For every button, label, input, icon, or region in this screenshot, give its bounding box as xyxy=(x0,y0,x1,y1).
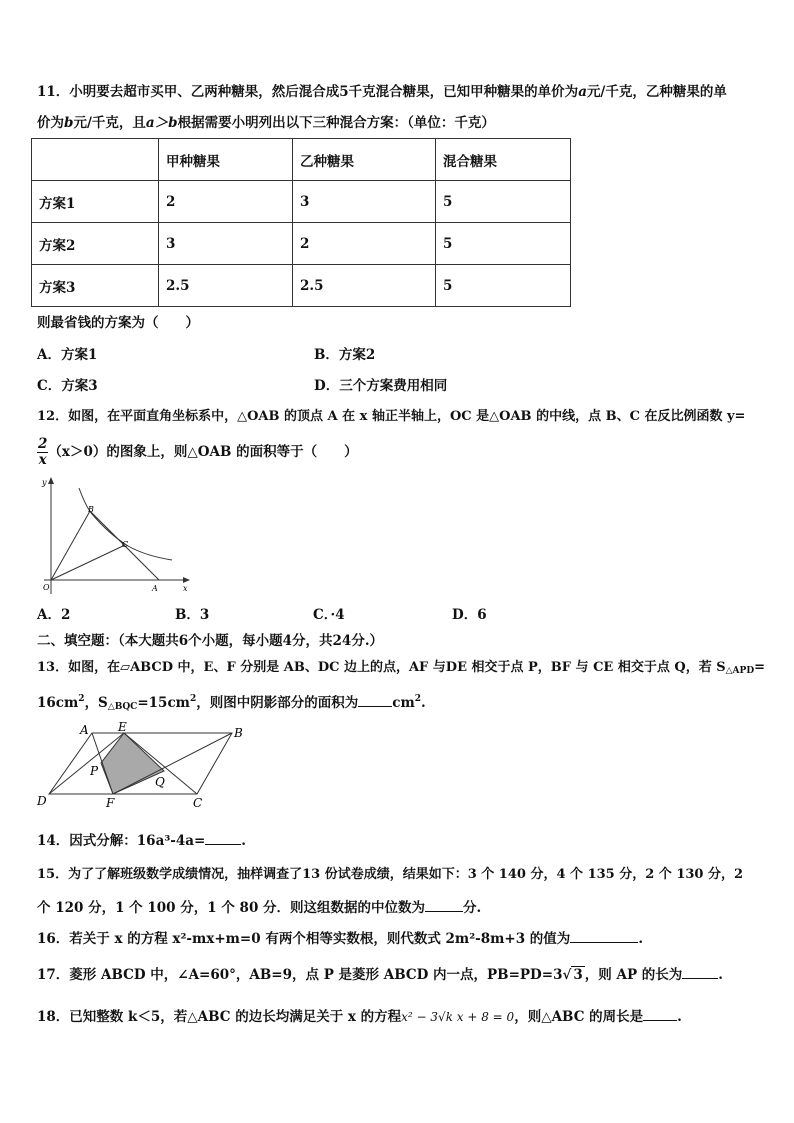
q12-fraction xyxy=(37,437,48,468)
segment-ob xyxy=(51,511,90,580)
q12-option-d: D．6 xyxy=(452,607,487,623)
table-cell: 3 xyxy=(159,223,293,265)
label-o: O xyxy=(43,583,50,592)
label-e: E xyxy=(118,720,127,734)
q13-answer-blank[interactable] xyxy=(358,692,392,707)
section-2-heading: 二、填空题：（本大题共6个小题，每小题4分，共24分.） xyxy=(37,633,384,649)
q14-end: . xyxy=(241,833,246,849)
q17-radicand: 3 xyxy=(573,967,583,983)
table-cell: 3 xyxy=(293,181,436,223)
q17-sqrt: √ 3 xyxy=(562,967,583,983)
q15-end: 分. xyxy=(463,900,482,916)
q16-text: 16．若关于 x 的方程 x²-mx+m=0 有两个相等实数根，则代数式 2m²-8m+3 的值为 xyxy=(37,931,571,947)
table-cell: 方案2 xyxy=(32,223,159,265)
q13-text-1b: = xyxy=(754,660,766,675)
table-header-cell: 乙种糖果 xyxy=(293,139,436,181)
q12-text-2: （x＞0）的图象上，则△OAB 的面积等于（ ） xyxy=(48,444,358,460)
table-cell: 5 xyxy=(436,181,571,223)
q12-line2 xyxy=(37,434,358,470)
q11-line1 xyxy=(37,83,727,101)
table-cell: 2 xyxy=(159,181,293,223)
q11-condition: a＞b xyxy=(145,115,178,131)
q18-line xyxy=(37,1006,682,1026)
q16-line xyxy=(37,928,643,948)
label-x: x xyxy=(183,584,188,593)
table-cell: 方案1 xyxy=(32,181,159,223)
q15-text-2: 个 120 分，1 个 100 分，1 个 80 分．则这组数据的中位数为 xyxy=(37,900,426,916)
table-cell: 2.5 xyxy=(293,265,436,307)
q16-answer-blank[interactable] xyxy=(570,928,638,943)
label-f: F xyxy=(106,796,115,810)
table-cell: 方案3 xyxy=(32,265,159,307)
label-y: y xyxy=(42,478,47,487)
q18-equation: x² − 3√k x + 8 = 0 xyxy=(401,1010,515,1024)
q17-text-2: ，则 AP 的长为 xyxy=(584,967,683,983)
label-b: B xyxy=(88,505,94,514)
q18-text-2: ，则△ABC 的周长是 xyxy=(514,1009,644,1025)
q13-text-2b: ，S xyxy=(84,695,108,711)
q15-answer-blank[interactable] xyxy=(425,897,463,912)
q17-end: . xyxy=(718,967,723,983)
q14-text: 14．因式分解：16a³-4a= xyxy=(37,833,206,849)
q11-option-d: D．三个方案费用相同 xyxy=(314,378,448,394)
q13-subscript-bqc: △BQC xyxy=(107,702,138,712)
q13-area-2: =15cm xyxy=(137,695,190,711)
q12-option-a: A．2 xyxy=(37,607,71,623)
q12-figure xyxy=(34,474,198,598)
q13-text-1: 13．如图，在▱ABCD 中，E、F 分别是 AB、DC 边上的点，AF 与DE 相交于点 P，BF 与 CE 相交于点 Q，若 S xyxy=(37,660,726,675)
q11-var-a: a xyxy=(578,84,587,100)
fraction-numerator: 2 xyxy=(38,436,48,452)
q18-text: 18．已知整数 k＜5，若△ABC 的边长均满足关于 x 的方程 xyxy=(37,1009,402,1025)
q11-option-a: A．方案1 xyxy=(37,347,98,363)
q11-text-2c: 根据需要小明列出以下三种混合方案：（单位：千克） xyxy=(177,115,495,131)
x-axis-arrow xyxy=(183,577,190,583)
q13-area-1: 16cm xyxy=(37,695,79,711)
q13-line1 xyxy=(37,659,765,680)
q13-period: . xyxy=(421,695,426,711)
q17-text: 17．菱形 ABCD 中，∠A=60°，AB=9，点 P 是菱形 ABCD 内一点，PB=PD=3 xyxy=(37,967,563,983)
q13-figure xyxy=(34,718,246,810)
q12-line1: 12．如图，在平面直角坐标系中，△OAB 的顶点 A 在 x 轴正半轴上，OC 是△OAB 的中线，点 B、C 在反比例函数 y= xyxy=(37,409,746,424)
table-cell: 5 xyxy=(436,265,571,307)
label-a: A xyxy=(152,584,158,593)
q11-option-c: C．方案3 xyxy=(37,378,98,394)
q13-sup-2: 2 xyxy=(189,694,197,704)
q13-subscript-apd: △APD xyxy=(725,666,755,676)
q11-table xyxy=(31,138,571,307)
table-row xyxy=(32,223,571,265)
table-row xyxy=(32,181,571,223)
q15-line1: 15．为了了解班级数学成绩情况，抽样调查了13 份试卷成绩，结果如下：3 个 140 分，4 个 135 分，2 个 130 分，2 xyxy=(37,867,744,882)
table-header-cell xyxy=(32,139,159,181)
q11-text-1: 11．小明要去超市买甲、乙两种糖果，然后混合成5千克混合糖果，已知甲种糖果的单价为 xyxy=(37,84,579,100)
table-cell: 2 xyxy=(293,223,436,265)
q18-answer-blank[interactable] xyxy=(643,1006,677,1021)
fraction-denominator: x xyxy=(38,452,47,468)
q13-text-2d: ，则图中阴影部分的面积为 xyxy=(196,695,359,711)
q17-answer-blank[interactable] xyxy=(682,964,718,979)
q16-end: . xyxy=(638,931,644,947)
label-b: B xyxy=(234,726,243,740)
q13-unit: cm xyxy=(392,695,415,711)
label-d: D xyxy=(37,794,47,808)
table-cell: 5 xyxy=(436,223,571,265)
table-header-row xyxy=(32,139,571,181)
table-cell: 2.5 xyxy=(159,265,293,307)
hyperbola-curve xyxy=(79,488,172,560)
q14-answer-blank[interactable] xyxy=(205,830,241,845)
q11-text-2a: 价为 xyxy=(37,115,64,131)
q11-text-2b: 元/千克，且 xyxy=(73,115,146,131)
q13-line2 xyxy=(37,690,426,716)
q11-line2 xyxy=(37,114,495,132)
q12-option-b: B．3 xyxy=(175,607,210,623)
q11-option-b: B．方案2 xyxy=(314,347,376,363)
q15-line2 xyxy=(37,897,481,917)
q11-text-1b: 元/千克，乙种糖果的单 xyxy=(586,84,727,100)
segment-oc xyxy=(51,545,125,580)
y-axis-arrow xyxy=(48,477,54,484)
q13-sup-1: 2 xyxy=(78,694,85,704)
q11-question: 则最省钱的方案为（ ） xyxy=(37,315,199,331)
q12-option-c: C．·4 xyxy=(313,607,345,623)
q13-sup-3: 2 xyxy=(414,694,421,704)
label-c: C xyxy=(193,796,203,810)
label-p: P xyxy=(90,764,99,778)
q11-var-b: b xyxy=(64,115,74,131)
table-header-cell: 甲种糖果 xyxy=(159,139,293,181)
table-header-cell: 混合糖果 xyxy=(436,139,571,181)
q14-line xyxy=(37,830,246,850)
label-a: A xyxy=(80,723,89,737)
q18-end: . xyxy=(677,1009,682,1025)
label-q: Q xyxy=(155,775,165,789)
label-c: C xyxy=(122,540,129,549)
table-row xyxy=(32,265,571,307)
q17-line xyxy=(37,964,723,984)
